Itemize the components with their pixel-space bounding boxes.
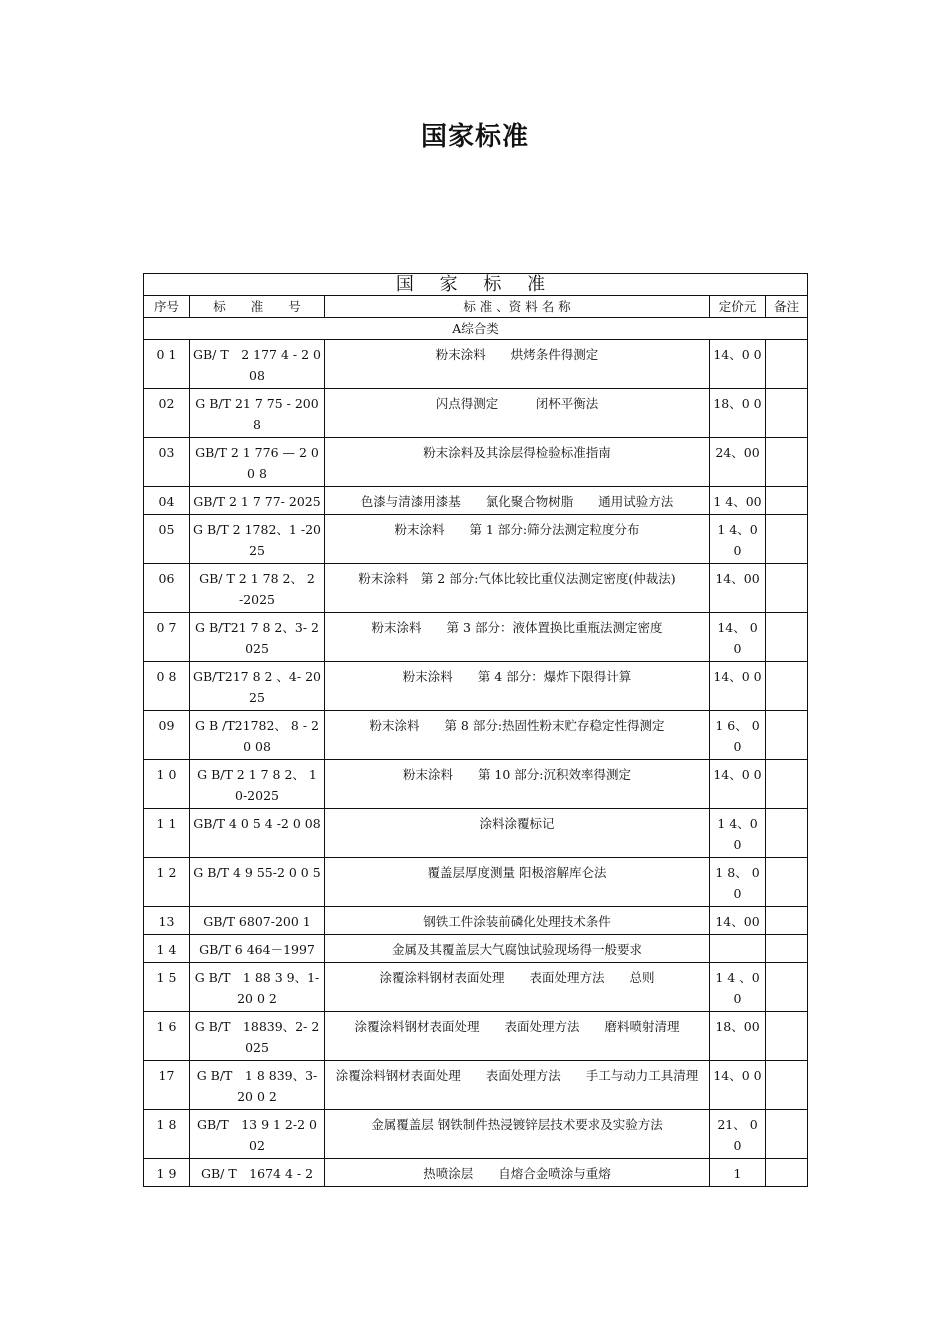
cell-code: G B /T21782、 8 - 2 0 08 bbox=[190, 711, 325, 760]
cell-price: 1 4 、00 bbox=[710, 963, 766, 1012]
cell-no: 0 8 bbox=[144, 662, 190, 711]
cell-note bbox=[766, 760, 808, 809]
table-row bbox=[144, 662, 808, 711]
cell-code: GB/T 2 1 776 — 2 0 0 8 bbox=[190, 438, 325, 487]
table-row bbox=[144, 760, 808, 809]
cell-note bbox=[766, 1012, 808, 1061]
cell-code: GB/T 13 9 1 2-2 0 02 bbox=[190, 1110, 325, 1159]
cell-no: 1 1 bbox=[144, 809, 190, 858]
cell-price: 18、00 bbox=[710, 1012, 766, 1061]
cell-no: 1 8 bbox=[144, 1110, 190, 1159]
cell-name: 色漆与清漆用漆基 氯化聚合物树脂 通用试验方法 bbox=[325, 487, 710, 515]
cell-no: 1 4 bbox=[144, 935, 190, 963]
cell-name: 金属覆盖层 钢铁制件热浸镀锌层技术要求及实验方法 bbox=[325, 1110, 710, 1159]
cell-code: G B/T 4 9 55-2 0 0 5 bbox=[190, 858, 325, 907]
cell-no: 09 bbox=[144, 711, 190, 760]
cell-price: 18、0 0 bbox=[710, 389, 766, 438]
cell-note bbox=[766, 1110, 808, 1159]
cell-price: 14、0 0 bbox=[710, 1061, 766, 1110]
cell-no: 1 0 bbox=[144, 760, 190, 809]
header-price: 定价元 bbox=[710, 296, 766, 318]
table-row bbox=[144, 935, 808, 963]
cell-note bbox=[766, 613, 808, 662]
cell-name: 粉末涂料 第 8 部分:热固性粉末贮存稳定性得测定 bbox=[325, 711, 710, 760]
table-row bbox=[144, 389, 808, 438]
cell-no: 0 1 bbox=[144, 340, 190, 389]
table-row bbox=[144, 515, 808, 564]
cell-name: 粉末涂料 第 3 部分：液体置换比重瓶法测定密度 bbox=[325, 613, 710, 662]
cell-note bbox=[766, 1061, 808, 1110]
table-row bbox=[144, 809, 808, 858]
cell-code: GB/T 6807-200 1 bbox=[190, 907, 325, 935]
cell-name: 涂覆涂料钢材表面处理 表面处理方法 手工与动力工具清理 bbox=[325, 1061, 710, 1110]
cell-code: G B/T 2 1 7 8 2、 1 0-2025 bbox=[190, 760, 325, 809]
cell-code: GB/ T 2 177 4 - 2 008 bbox=[190, 340, 325, 389]
table-row bbox=[144, 1012, 808, 1061]
table-row bbox=[144, 340, 808, 389]
cell-name: 钢铁工件涂装前磷化处理技术条件 bbox=[325, 907, 710, 935]
cell-code: G B/T 1 88 3 9、1-20 0 2 bbox=[190, 963, 325, 1012]
cell-no: 04 bbox=[144, 487, 190, 515]
standards-table bbox=[143, 273, 808, 1187]
table-row bbox=[144, 858, 808, 907]
cell-price: 14、00 bbox=[710, 907, 766, 935]
cell-price: 1 bbox=[710, 1159, 766, 1187]
cell-code: GB/ T 2 1 78 2、 2 -2025 bbox=[190, 564, 325, 613]
cell-price: 14、00 bbox=[710, 564, 766, 613]
document-title: 国家标准 bbox=[420, 122, 529, 152]
cell-code: G B/T 18839、2- 2025 bbox=[190, 1012, 325, 1061]
cell-no: 1 6 bbox=[144, 1012, 190, 1061]
cell-note bbox=[766, 662, 808, 711]
cell-name: 粉末涂料 第 4 部分：爆炸下限得计算 bbox=[325, 662, 710, 711]
cell-price: 1 4、0 0 bbox=[710, 809, 766, 858]
cell-name: 金属及其覆盖层大气腐蚀试验现场得一般要求 bbox=[325, 935, 710, 963]
cell-note bbox=[766, 1159, 808, 1187]
table-row bbox=[144, 1159, 808, 1187]
cell-note bbox=[766, 963, 808, 1012]
cell-price: 24、00 bbox=[710, 438, 766, 487]
cell-note bbox=[766, 907, 808, 935]
header-note: 备注 bbox=[766, 296, 808, 318]
cell-no: 06 bbox=[144, 564, 190, 613]
cell-code: GB/T217 8 2 、4- 2025 bbox=[190, 662, 325, 711]
cell-name: 热喷涂层 自熔合金喷涂与重熔 bbox=[325, 1159, 710, 1187]
cell-note bbox=[766, 389, 808, 438]
cell-note bbox=[766, 438, 808, 487]
cell-name: 涂料涂覆标记 bbox=[325, 809, 710, 858]
table-row bbox=[144, 907, 808, 935]
cell-price: 21、 0 0 bbox=[710, 1110, 766, 1159]
cell-no: 02 bbox=[144, 389, 190, 438]
cell-price: 14、0 0 bbox=[710, 662, 766, 711]
cell-name: 粉末涂料及其涂层得检验标准指南 bbox=[325, 438, 710, 487]
table-row bbox=[144, 564, 808, 613]
cell-price: 14、 0 0 bbox=[710, 613, 766, 662]
cell-code: GB/T 4 0 5 4 -2 0 08 bbox=[190, 809, 325, 858]
cell-code: G B/T 2 1782、1 -2025 bbox=[190, 515, 325, 564]
header-code: 标 准 号 bbox=[190, 296, 325, 318]
cell-price bbox=[710, 935, 766, 963]
cell-no: 1 2 bbox=[144, 858, 190, 907]
cell-code: G B/T 1 8 839、3- 20 0 2 bbox=[190, 1061, 325, 1110]
cell-name: 涂覆涂料钢材表面处理 表面处理方法 磨料喷射清理 bbox=[325, 1012, 710, 1061]
cell-price: 1 6、 0 0 bbox=[710, 711, 766, 760]
cell-no: 1 9 bbox=[144, 1159, 190, 1187]
cell-name: 闪点得测定 闭杯平衡法 bbox=[325, 389, 710, 438]
cell-note bbox=[766, 515, 808, 564]
cell-price: 1 8、 0 0 bbox=[710, 858, 766, 907]
table-banner: 国 家 标 准 bbox=[144, 274, 808, 296]
cell-name: 粉末涂料 第 2 部分:气体比较比重仪法测定密度(仲裁法) bbox=[325, 564, 710, 613]
cell-note bbox=[766, 487, 808, 515]
cell-note bbox=[766, 340, 808, 389]
cell-no: 0 7 bbox=[144, 613, 190, 662]
table-row bbox=[144, 963, 808, 1012]
cell-no: 1 5 bbox=[144, 963, 190, 1012]
header-name: 标 准 、资 料 名 称 bbox=[325, 296, 710, 318]
cell-price: 1 4、0 0 bbox=[710, 515, 766, 564]
table-row bbox=[144, 438, 808, 487]
cell-code: GB/ T 1674 4 - 2 bbox=[190, 1159, 325, 1187]
cell-name: 粉末涂料 第 10 部分:沉积效率得测定 bbox=[325, 760, 710, 809]
category-row: A综合类 bbox=[144, 318, 808, 340]
cell-code: GB/T 2 1 7 77- 2025 bbox=[190, 487, 325, 515]
cell-price: 1 4、00 bbox=[710, 487, 766, 515]
cell-note bbox=[766, 809, 808, 858]
cell-no: 05 bbox=[144, 515, 190, 564]
cell-note bbox=[766, 935, 808, 963]
header-no: 序号 bbox=[144, 296, 190, 318]
table-row bbox=[144, 613, 808, 662]
table-row bbox=[144, 1110, 808, 1159]
cell-name: 涂覆涂料钢材表面处理 表面处理方法 总则 bbox=[325, 963, 710, 1012]
table-row bbox=[144, 1061, 808, 1110]
cell-no: 03 bbox=[144, 438, 190, 487]
cell-no: 17 bbox=[144, 1061, 190, 1110]
cell-code: G B/T 21 7 75 - 200 8 bbox=[190, 389, 325, 438]
cell-name: 覆盖层厚度测量 阳极溶解库仑法 bbox=[325, 858, 710, 907]
cell-no: 13 bbox=[144, 907, 190, 935]
cell-price: 14、0 0 bbox=[710, 340, 766, 389]
table-row bbox=[144, 487, 808, 515]
cell-name: 粉末涂料 第 1 部分:筛分法测定粒度分布 bbox=[325, 515, 710, 564]
table-row bbox=[144, 711, 808, 760]
cell-note bbox=[766, 858, 808, 907]
cell-note bbox=[766, 711, 808, 760]
cell-note bbox=[766, 564, 808, 613]
cell-code: G B/T21 7 8 2、3- 2025 bbox=[190, 613, 325, 662]
cell-code: GB/T 6 464－1997 bbox=[190, 935, 325, 963]
cell-name: 粉末涂料 烘烤条件得测定 bbox=[325, 340, 710, 389]
cell-price: 14、0 0 bbox=[710, 760, 766, 809]
